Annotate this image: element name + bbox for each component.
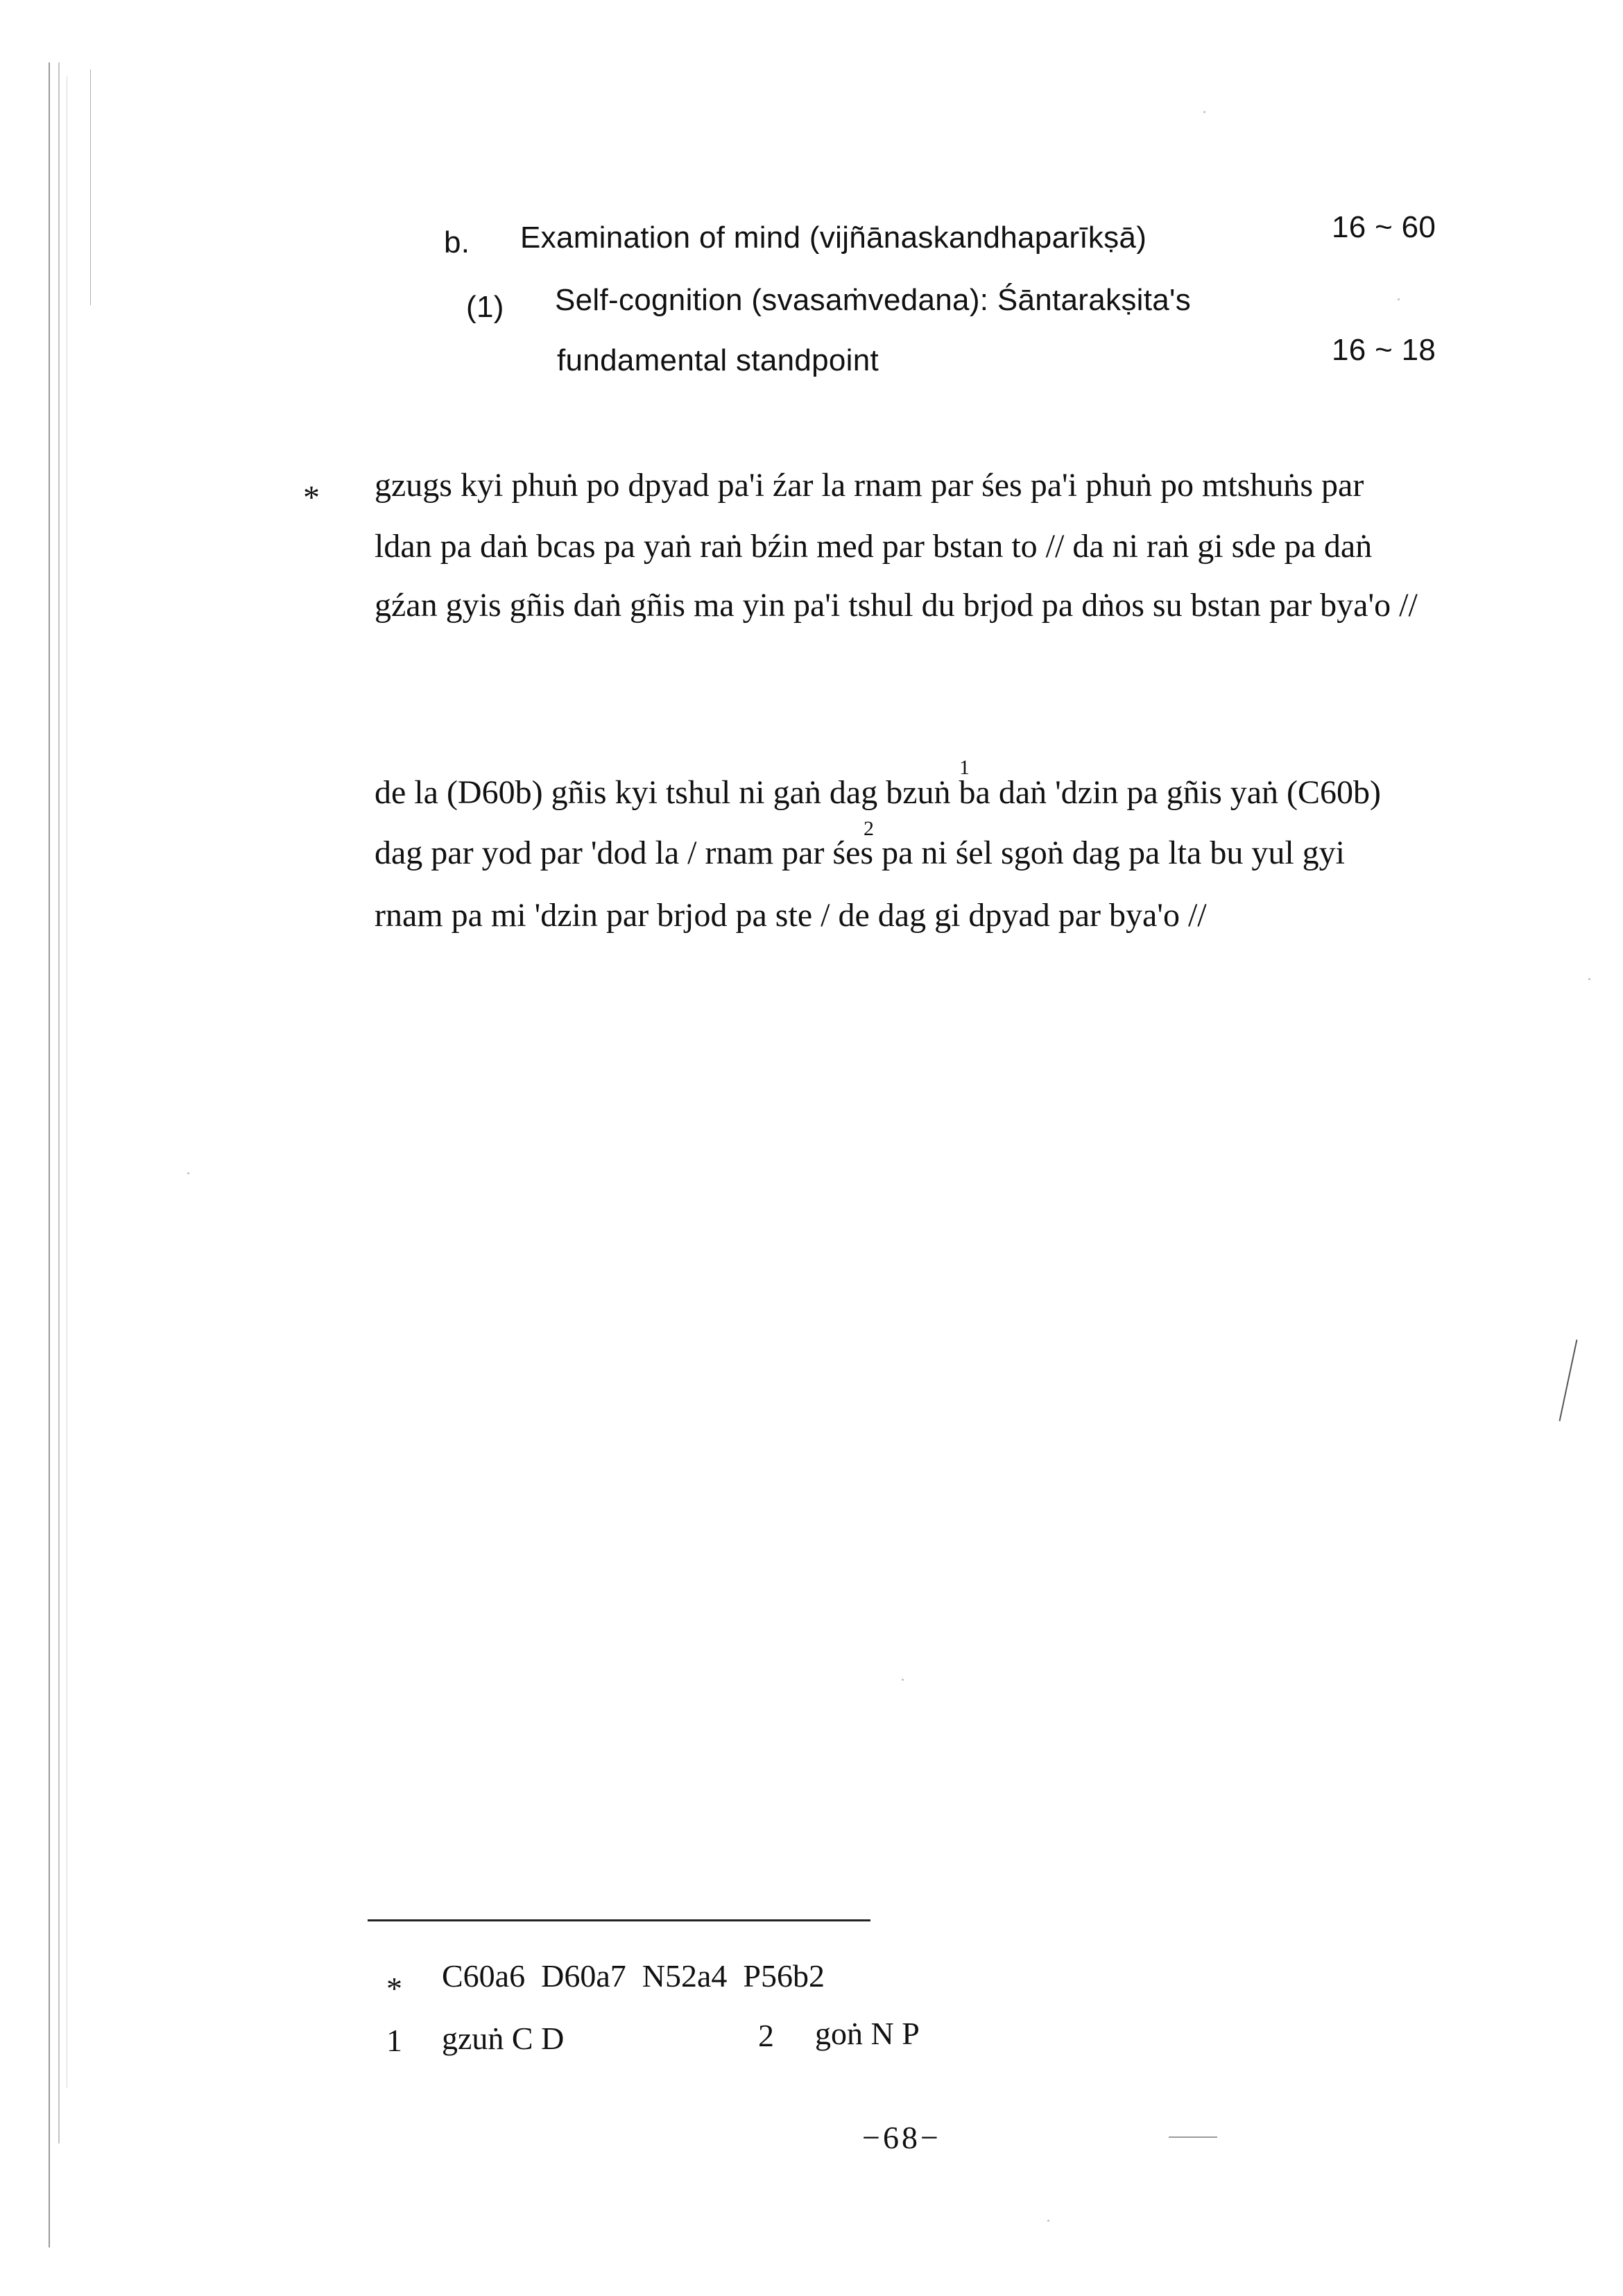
passage1-line-2: ldan pa daṅ bcas pa yaṅ raṅ bźin med par bstan to // da ni raṅ gi sde pa daṅ <box>375 528 1373 565</box>
footnote-2-number: 2 <box>758 2018 774 2053</box>
subsection-range: 16 ~ 18 <box>1332 333 1436 367</box>
scan-speck <box>1047 2220 1049 2222</box>
scan-speck <box>1588 978 1590 980</box>
passage-marker: * <box>303 479 320 516</box>
subsection-title-line2: fundamental standpoint <box>557 343 879 377</box>
section-title: Examination of mind (vijñānaskandhaparīkṣā) <box>520 221 1147 255</box>
footnote-1-number: 1 <box>386 2023 402 2058</box>
passage1-line-1: gzugs kyi phuṅ po dpyad pa'i źar la rnam par śes pa'i phuṅ po mtshuṅs par <box>375 467 1364 504</box>
scan-speck <box>1559 1339 1578 1421</box>
footnote-2-text: goṅ N P <box>815 2016 920 2051</box>
footnote-1-text: gzuṅ C D <box>442 2021 565 2056</box>
section-range: 16 ~ 60 <box>1332 210 1436 244</box>
scan-speck <box>902 1679 904 1681</box>
scan-speck <box>1203 111 1205 113</box>
binding-shadow-line <box>90 69 91 305</box>
scan-speck <box>187 1172 189 1174</box>
passage2-line-2: dag par yod par 'dod la / rnam par śes pa ni śel sgoṅ dag pa lta bu yul gyi <box>375 834 1345 871</box>
subsection-label: (1) <box>466 290 504 324</box>
note-ref-1: 1 <box>959 756 970 779</box>
footnote-source-marker: * <box>386 1971 402 2006</box>
passage1-line-3: gźan gyis gñis daṅ gñis ma yin pa'i tshul du brjod pa dṅos su bstan par bya'o // <box>375 587 1418 624</box>
section-label: b. <box>444 225 470 259</box>
passage2-line-3: rnam pa mi 'dzin par brjod pa ste / de dag gi dpyad par bya'o // <box>375 897 1207 934</box>
scan-speck <box>1169 2136 1217 2138</box>
footnote-source-text: C60a6 D60a7 N52a4 P56b2 <box>442 1958 825 1994</box>
binding-shadow-line <box>49 62 50 2247</box>
subsection-title-line1: Self-cognition (svasaṁvedana): Śāntarakṣita's <box>555 283 1192 317</box>
passage2-line-1: de la (D60b) gñis kyi tshul ni gaṅ dag bzuṅ ba daṅ 'dzin pa gñis yaṅ (C60b) <box>375 774 1382 811</box>
scan-speck <box>1398 298 1400 300</box>
binding-shadow-line <box>58 62 60 2143</box>
page-number: −68− <box>862 2120 941 2155</box>
footnote-rule <box>368 1919 870 1921</box>
note-ref-2: 2 <box>864 817 874 840</box>
